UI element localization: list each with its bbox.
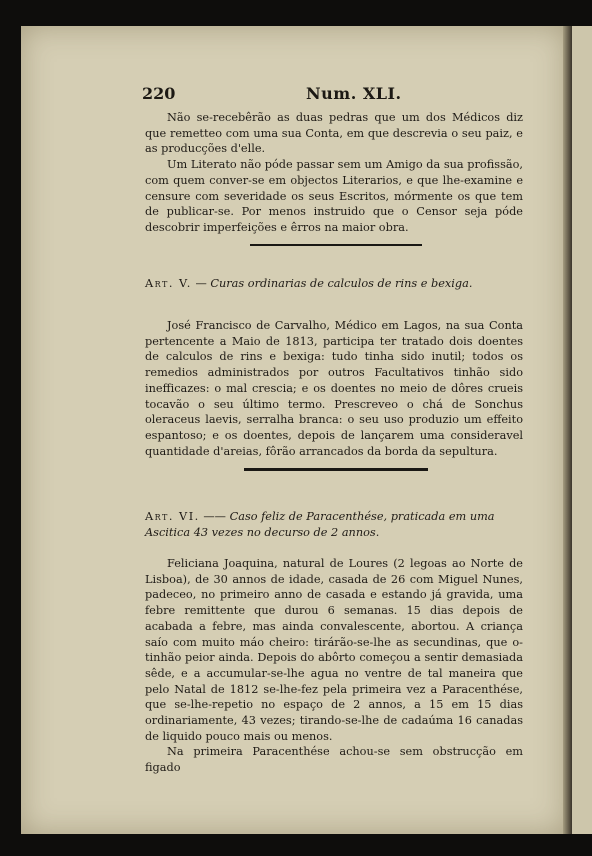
page-header (142, 84, 522, 106)
article-6-heading (145, 509, 523, 540)
article-5-text (145, 318, 523, 459)
article-label: Art. V. (145, 277, 192, 290)
paragraph: José Francisco de Carvalho, Médico em Lagos, na sua Conta pertencente a Maio de 1813, participa ter tratado dois doentes de calculos de rins e bexiga: tudo tinha sido inutil; todos os remedios administrados por outros Facultativos tinhão sido inefficazes: o mal crescia; e os doentes no meio de dôres crueis tocavão o seu último termo. Prescreveo o chá de Sonchus oleraceus laevis, serralha branca: o seu uso produzio um effeito espantoso; e os doentes, depois de lançarem uma consideravel quantidade d'areias, fôrão arrancados da borda da sepultura. (145, 319, 523, 458)
section-divider (250, 244, 422, 246)
book-gutter (563, 26, 572, 834)
article-dash: — (195, 277, 207, 290)
page-number: 220 (142, 84, 176, 103)
article-6-text (145, 556, 523, 776)
paragraph: Na primeira Paracenthése achou-se sem obstrucção em figado (145, 745, 523, 775)
paragraph: Feliciana Joaquina, natural de Loures (2 legoas ao Norte de Lisboa), de 30 annos de idade, casada de 26 com Miguel Nunes, padeceo, no primeiro anno de casada e estando já gravida, uma febre remittente que durou 6 semanas. 15 dias depois de acabada a febre, mas ainda convalescente, abortou. A criança saío com muito máo cheiro: tirárão-se-lhe as secundinas, que o-tinhão peior ainda. Depois do abôrto começou a sentir demasiada sêde, e a accumular-se-lhe agua no ventre de tal maneira que pelo Natal de 1812 se-lhe-fez pela primeira vez a Paracenthése, que se-lhe-repetio no espaço de 2 annos, a 15 em 15 dias ordinariamente, 43 vezes; tirando-se-lhe de cadaúma 16 canadas de liquido pouco mais ou menos. (145, 557, 523, 743)
section-divider (244, 468, 428, 471)
intro-text (145, 110, 523, 236)
running-head: Num. XLI. (306, 84, 402, 103)
article-title: Caso feliz de Paracenthése, praticada em uma Ascitica 43 vezes no decurso de 2 annos. (145, 510, 495, 539)
article-title: Curas ordinarias de calculos de rins e bexiga. (210, 277, 473, 290)
article-dash: —— (203, 510, 226, 523)
article-5-heading (145, 276, 523, 292)
facing-page-edge (571, 26, 592, 834)
article-label: Art. VI. (145, 510, 200, 523)
paragraph: Não se-recebêrão as duas pedras que um dos Médicos diz que remetteo com uma sua Conta, em que descrevia o seu paiz, e as producções d'elle. (145, 111, 523, 156)
paragraph: Um Literato não póde passar sem um Amigo da sua profissão, com quem conver-se em objectos Literarios, e que lhe-examine e censure com severidade os seus Escritos, mórmente os que tem de publicar-se. Por menos instruido que o Censor seja póde descobrir imperfeições e êrros na maior obra. (145, 158, 523, 234)
